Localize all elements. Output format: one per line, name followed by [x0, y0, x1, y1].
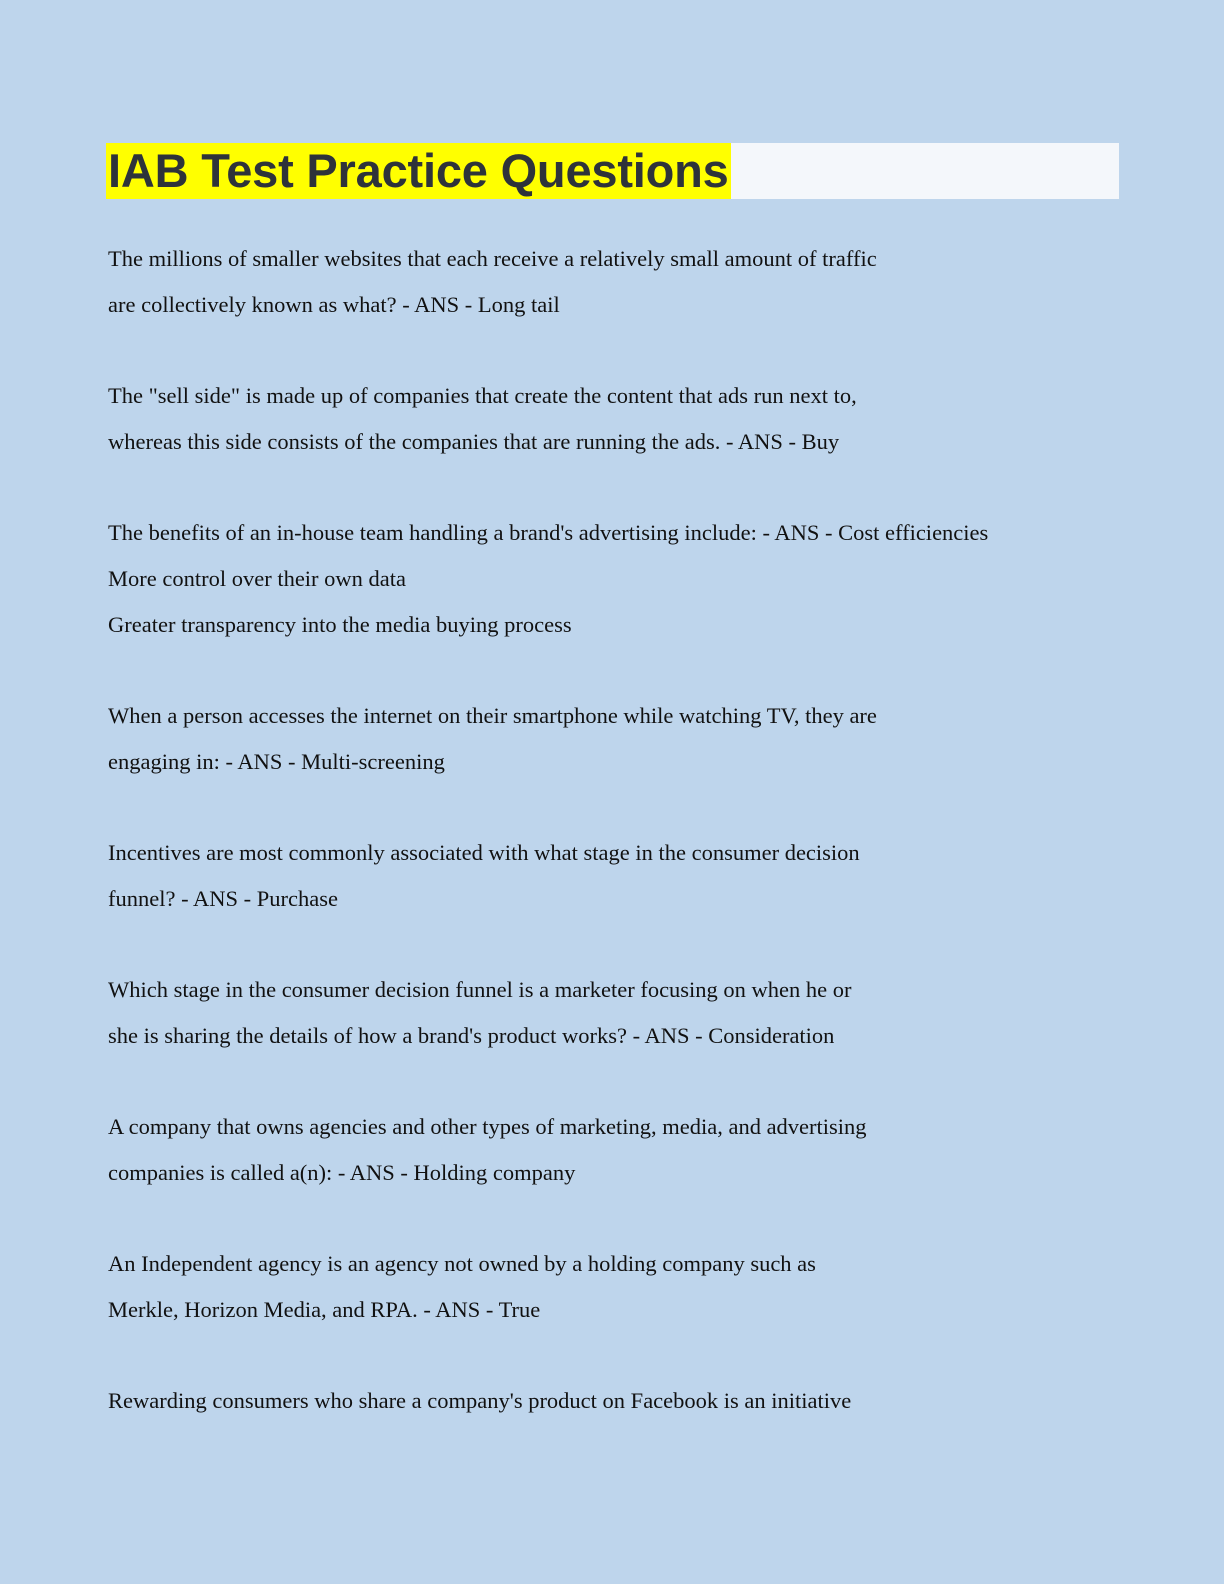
question-item — [108, 236, 1168, 328]
question-item — [108, 967, 1168, 1059]
question-line: whereas this side consists of the companies that are running the ads. - ANS - Buy — [108, 429, 840, 454]
question-line: engaging in: - ANS - Multi-screening — [108, 749, 445, 774]
question-line: she is sharing the details of how a brand's product works? - ANS - Consideration — [108, 1023, 835, 1048]
question-line: companies is called a(n): - ANS - Holding company — [108, 1160, 576, 1185]
question-list — [108, 236, 1168, 1469]
question-line: Which stage in the consumer decision funnel is a marketer focusing on when he or — [108, 977, 852, 1002]
question-line: Rewarding consumers who share a company's product on Facebook is an initiative — [108, 1388, 852, 1413]
question-item — [108, 373, 1168, 465]
question-line: When a person accesses the internet on their smartphone while watching TV, they are — [108, 703, 877, 728]
question-line: funnel? - ANS - Purchase — [108, 886, 338, 911]
question-line: More control over their own data — [108, 566, 407, 591]
question-line: Incentives are most commonly associated with what stage in the consumer decision — [108, 840, 860, 865]
question-line: An Independent agency is an agency not owned by a holding company such as — [108, 1251, 816, 1276]
page-title: IAB Test Practice Questions — [108, 144, 729, 197]
question-item — [108, 693, 1168, 785]
question-item — [108, 1241, 1168, 1333]
question-item — [108, 1378, 1168, 1424]
question-item — [108, 830, 1168, 922]
question-line: The benefits of an in-house team handling a brand's advertising include: - ANS - Cost efficiencies — [108, 520, 989, 545]
question-line: are collectively known as what? - ANS - Long tail — [108, 292, 560, 317]
title-bar — [106, 143, 1119, 199]
question-item — [108, 1104, 1168, 1196]
question-item — [108, 510, 1168, 648]
question-line: The "sell side" is made up of companies that create the content that ads run next to, — [108, 383, 857, 408]
question-line: The millions of smaller websites that each receive a relatively small amount of traffic — [108, 246, 877, 271]
question-line: A company that owns agencies and other types of marketing, media, and advertising — [108, 1114, 867, 1139]
question-line: Greater transparency into the media buying process — [108, 612, 572, 637]
question-line: Merkle, Horizon Media, and RPA. - ANS - True — [108, 1297, 541, 1322]
